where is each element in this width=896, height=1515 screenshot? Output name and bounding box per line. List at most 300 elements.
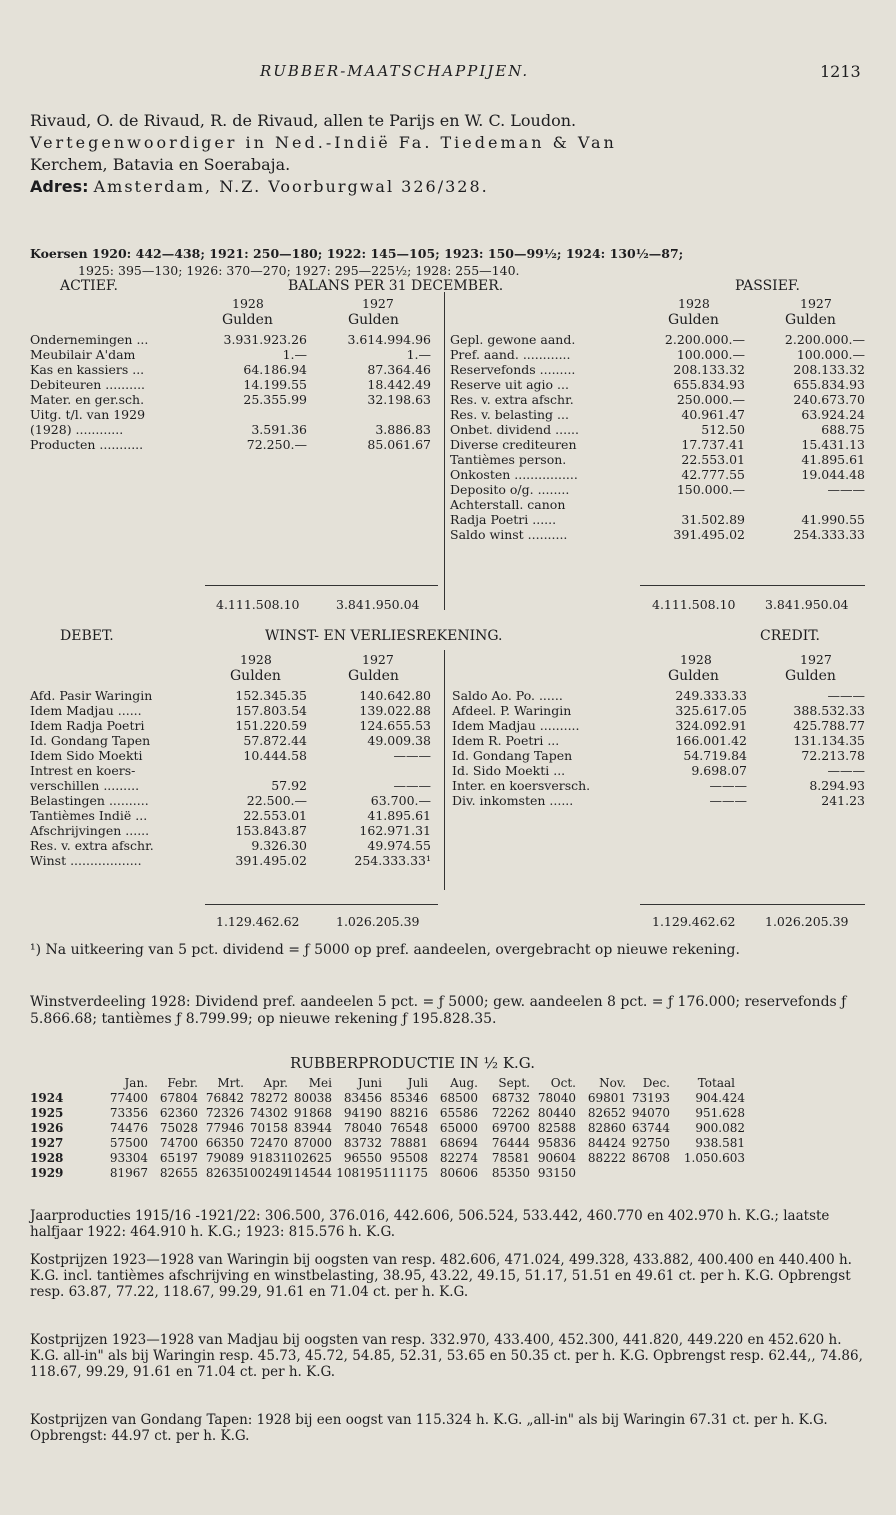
passief-row — [450, 422, 865, 437]
production-cell: 77946 — [205, 1121, 244, 1135]
debet-value-1928: 151.220.59 — [235, 718, 307, 733]
passief-value-1927: 655.834.93 — [793, 377, 865, 392]
winstverdeeling-paragraph: Winstverdeeling 1928: Dividend pref. aandeelen 5 pct. = ƒ 5000; gew. aandeelen 8 pct. = ƒ 176.000; reservefonds ƒ 5.866.68; tantièmes ƒ 8.799.99; op nieuwe rekening ƒ 195.828.35. — [30, 994, 847, 1027]
koersen-line-1: Koersen 1920: 442—438; 1921: 250—180; 1922: 145—105; 1923: 150—99½; 1924: 130½—87; — [30, 246, 684, 261]
production-cell: 72262 — [491, 1106, 530, 1120]
debet-label: verschillen ......... — [30, 778, 140, 793]
production-header-cell: Oct. — [550, 1076, 576, 1090]
production-cell: 82635 — [205, 1166, 244, 1180]
passief-row — [450, 527, 865, 542]
production-cell: 63744 — [631, 1121, 670, 1135]
production-cell: 96550 — [343, 1151, 382, 1165]
credit-value-1928: ——— — [709, 778, 747, 793]
balans-right-unit-1928: Gulden — [668, 312, 719, 328]
winst-divider — [444, 650, 445, 890]
passief-value-1928: 512.50 — [701, 422, 745, 437]
credit-heading: CREDIT. — [760, 628, 820, 644]
passief-row — [450, 437, 865, 452]
debet-label: Belastingen .......... — [30, 793, 149, 808]
production-cell: 100249 — [242, 1166, 288, 1180]
balans-left-unit-1928: Gulden — [222, 312, 273, 328]
passief-value-1927: 41.990.55 — [801, 512, 865, 527]
production-cell: 82655 — [159, 1166, 198, 1180]
debet-total-1927: 1.026.205.39 — [336, 914, 420, 929]
passief-value-1928: 250.000.— — [676, 392, 745, 407]
debet-value-1928: 10.444.58 — [243, 748, 307, 763]
production-cell: 72326 — [205, 1106, 244, 1120]
production-header-cell: Juni — [357, 1076, 382, 1090]
production-year: 1924 — [30, 1091, 64, 1105]
credit-total-1927: 1.026.205.39 — [765, 914, 849, 929]
production-cell: 88216 — [389, 1106, 428, 1120]
production-cell: 80038 — [293, 1091, 332, 1105]
actief-value-1927: 1.— — [406, 347, 431, 362]
debet-value-1928: 57.872.44 — [243, 733, 307, 748]
credit-label: Idem Madjau .......... — [452, 718, 580, 733]
production-cell: 81967 — [109, 1166, 148, 1180]
production-cell: 67804 — [159, 1091, 198, 1105]
production-cell: 951.628 — [695, 1106, 745, 1120]
production-cell: 93304 — [109, 1151, 148, 1165]
debet-value-1927: 124.655.53 — [359, 718, 431, 733]
passief-row — [450, 332, 865, 347]
actief-label: Uitg. t/l. van 1929 — [30, 407, 146, 422]
debet-value-1928: 391.495.02 — [235, 853, 307, 868]
production-cell: 68694 — [439, 1136, 478, 1150]
production-cell: 68732 — [491, 1091, 530, 1105]
actief-row — [30, 332, 435, 347]
passief-label: Deposito o/g. ........ — [450, 482, 570, 497]
credit-row — [452, 733, 865, 748]
kostprijzen-waringin-paragraph: Kostprijzen 1923—1928 van Waringin bij oogsten van resp. 482.606, 471.024, 499.328, 433.882, 400.400 en 440.400 h. K.G. incl. tantièmes afschrijving en winstbelasting, 38.95, 43.22, 49.15, 51.17, 51.51 en 49.61 ct. per h. K.G. Opbrengst resp. 63.87, 77.22, 118.67, 99.29, 91.61 en 71.04 ct. per h. K.G. — [30, 1252, 852, 1300]
actief-heading: ACTIEF. — [60, 278, 118, 294]
production-cell: 82860 — [587, 1121, 626, 1135]
passief-value-1928: 150.000.— — [676, 482, 745, 497]
passief-value-1928: 208.133.32 — [673, 362, 745, 377]
debet-label: Res. v. extra afschr. — [30, 838, 154, 853]
credit-total-rule — [640, 904, 865, 905]
passief-total-1927: 3.841.950.04 — [765, 597, 849, 612]
production-cell: 900.082 — [695, 1121, 745, 1135]
debet-label: Idem Radja Poetri — [30, 718, 145, 733]
debet-row — [30, 748, 435, 763]
passief-value-1928: 40.961.47 — [681, 407, 745, 422]
debet-label: Afschrijvingen ...... — [30, 823, 150, 838]
balans-left-unit-1927: Gulden — [348, 312, 399, 328]
intro-line-1: Rivaud, O. de Rivaud, R. de Rivaud, allen te Parijs en W. C. Loudon. — [30, 111, 577, 130]
debet-total-rule — [205, 904, 438, 905]
intro-line-3: Kerchem, Batavia en Soerabaja. — [30, 155, 291, 174]
credit-value-1927: 425.788.77 — [793, 718, 865, 733]
winst-right-unit-1927: Gulden — [785, 668, 836, 684]
passief-label: Reservefonds ......... — [450, 362, 576, 377]
credit-value-1928: 9.698.07 — [691, 763, 747, 778]
production-cell: 92750 — [631, 1136, 670, 1150]
production-header-cell: Febr. — [167, 1076, 198, 1090]
production-cell: 65000 — [439, 1121, 478, 1135]
passief-row — [450, 512, 865, 527]
winst-left-unit-1927: Gulden — [348, 668, 399, 684]
passief-value-1928: 655.834.93 — [673, 377, 745, 392]
debet-value-1927: ——— — [393, 748, 431, 763]
address-text: Amsterdam, N.Z. Voorburgwal 326/328. — [93, 177, 489, 196]
production-cell: 82274 — [439, 1151, 478, 1165]
debet-row — [30, 778, 435, 793]
debet-heading: DEBET. — [60, 628, 114, 644]
production-cell: 90604 — [537, 1151, 576, 1165]
production-cell: 88222 — [587, 1151, 626, 1165]
production-cell: 65586 — [439, 1106, 478, 1120]
production-cell: 82588 — [537, 1121, 576, 1135]
actief-table — [30, 332, 435, 452]
production-cell: 94070 — [631, 1106, 670, 1120]
actief-label: (1928) ............ — [30, 422, 124, 437]
passief-value-1927: 63.924.24 — [801, 407, 865, 422]
production-cell: 66350 — [205, 1136, 244, 1150]
debet-value-1927: 139.022.88 — [359, 703, 431, 718]
passief-value-1928: 42.777.55 — [681, 467, 745, 482]
actief-label: Debiteuren .......... — [30, 377, 146, 392]
production-year: 1926 — [30, 1121, 64, 1135]
credit-value-1927: ——— — [827, 688, 865, 703]
passief-value-1927: ——— — [827, 482, 865, 497]
credit-value-1928: ——— — [709, 793, 747, 808]
passief-label: Achterstall. canon — [450, 497, 566, 512]
credit-row — [452, 703, 865, 718]
production-year: 1929 — [30, 1166, 64, 1180]
production-year: 1928 — [30, 1151, 64, 1165]
jaarproducties-paragraph: Jaarproducties 1915/16 -1921/22: 306.500, 376.016, 442.606, 506.524, 533.442, 460.770 en 402.970 h. K.G.; laatste halfjaar 1922: 464.910 h. K.G.; 1923: 815.576 h. K.G. — [30, 1208, 830, 1240]
actief-value-1928: 14.199.55 — [243, 377, 307, 392]
credit-value-1928: 54.719.84 — [683, 748, 747, 763]
production-cell: 91831 — [249, 1151, 288, 1165]
production-cell: 95508 — [389, 1151, 428, 1165]
production-cell: 114544 — [286, 1166, 332, 1180]
debet-row — [30, 718, 435, 733]
production-cell: 80606 — [439, 1166, 478, 1180]
debet-row — [30, 688, 435, 703]
winst-right-year-1927: 1927 — [800, 652, 832, 667]
production-cell: 93150 — [537, 1166, 576, 1180]
credit-value-1927: 8.294.93 — [809, 778, 865, 793]
production-year: 1925 — [30, 1106, 64, 1120]
production-cell: 70158 — [249, 1121, 288, 1135]
debet-label: Id. Gondang Tapen — [30, 733, 151, 748]
credit-row — [452, 778, 865, 793]
actief-value-1928: 3.931.923.26 — [223, 332, 307, 347]
passief-value-1928: 17.737.41 — [681, 437, 745, 452]
passief-value-1928: 2.200.000.— — [664, 332, 745, 347]
credit-label: Afdeel. P. Waringin — [452, 703, 572, 718]
debet-row — [30, 808, 435, 823]
production-cell: 87000 — [293, 1136, 332, 1150]
production-cell: 108195 — [336, 1166, 382, 1180]
passief-value-1927: 19.044.48 — [801, 467, 865, 482]
production-cell: 68500 — [439, 1091, 478, 1105]
production-cell: 73356 — [109, 1106, 148, 1120]
debet-value-1927: 140.642.80 — [359, 688, 431, 703]
production-cell: 79089 — [205, 1151, 244, 1165]
credit-row — [452, 763, 865, 778]
passief-total-1928: 4.111.508.10 — [652, 597, 736, 612]
winst-left-unit-1928: Gulden — [230, 668, 281, 684]
production-header-cell: Jan. — [124, 1076, 148, 1090]
winst-right-unit-1928: Gulden — [668, 668, 719, 684]
production-cell: 57500 — [109, 1136, 148, 1150]
passief-row — [450, 392, 865, 407]
winst-heading: WINST- EN VERLIESREKENING. — [265, 628, 503, 644]
koersen-line-2: 1925: 395—130; 1926: 370—270; 1927: 295—225½; 1928: 255—140. — [78, 263, 520, 278]
credit-value-1928: 324.092.91 — [675, 718, 747, 733]
passief-row — [450, 377, 865, 392]
passief-row — [450, 467, 865, 482]
debet-value-1928: 57.92 — [271, 778, 307, 793]
debet-value-1928: 9.326.30 — [251, 838, 307, 853]
production-header-cell: Juli — [407, 1076, 428, 1090]
production-header-cell: Nov. — [599, 1076, 626, 1090]
production-year: 1927 — [30, 1136, 64, 1150]
actief-row — [30, 407, 435, 422]
passief-row — [450, 497, 865, 512]
production-cell: 78581 — [491, 1151, 530, 1165]
credit-table — [452, 688, 865, 808]
production-header-cell: Apr. — [263, 1076, 288, 1090]
passief-value-1927: 15.431.13 — [801, 437, 865, 452]
debet-label: Idem Sido Moekti — [30, 748, 143, 763]
kostprijzen-gondang-paragraph: Kostprijzen van Gondang Tapen: 1928 bij een oogst van 115.324 h. K.G. „all-in" als bij Waringin 67.31 ct. per h. K.G. Opbrengst: 44.97 ct. per h. K.G. — [30, 1412, 828, 1444]
production-header-cell: Totaal — [697, 1076, 735, 1090]
debet-row — [30, 853, 435, 868]
credit-value-1927: 72.213.78 — [801, 748, 865, 763]
credit-label: Id. Gondang Tapen — [452, 748, 573, 763]
debet-value-1928: 153.843.87 — [235, 823, 307, 838]
passief-label: Pref. aand. ............ — [450, 347, 571, 362]
production-cell: 69700 — [491, 1121, 530, 1135]
passief-value-1927: 688.75 — [821, 422, 865, 437]
credit-row — [452, 748, 865, 763]
debet-value-1927: 63.700.— — [370, 793, 431, 808]
credit-row — [452, 688, 865, 703]
debet-table — [30, 688, 435, 868]
kostprijzen-madjau-paragraph: Kostprijzen 1923—1928 van Madjau bij oogsten van resp. 332.970, 433.400, 452.300, 441.820, 449.220 en 452.620 h. K.G. all-in" als bij Waringin resp. 45.73, 45.72, 54.85, 52.31, 53.65 en 50.35 ct. per h. K.G. Opbrengst resp. 62.44,, 74.86, 118.67, 99.29, 91.61 en 71.04 ct. per h. K.G. — [30, 1332, 863, 1380]
debet-row — [30, 733, 435, 748]
production-cell: 74700 — [159, 1136, 198, 1150]
passief-value-1927: 240.673.70 — [793, 392, 865, 407]
production-cell: 78272 — [249, 1091, 288, 1105]
production-cell: 76444 — [491, 1136, 530, 1150]
actief-value-1927: 32.198.63 — [367, 392, 431, 407]
production-cell: 85346 — [389, 1091, 428, 1105]
passief-label: Res. v. belasting ... — [450, 407, 569, 422]
balans-divider — [444, 292, 445, 610]
production-header-cell: Aug. — [450, 1076, 478, 1090]
actief-label: Mater. en ger.sch. — [30, 392, 145, 407]
winst-left-year-1928: 1928 — [240, 652, 272, 667]
production-cell: 78040 — [537, 1091, 576, 1105]
balans-heading: BALANS PER 31 DECEMBER. — [288, 278, 504, 294]
production-cell: 74476 — [109, 1121, 148, 1135]
actief-value-1927: 87.364.46 — [367, 362, 431, 377]
running-header-title: RUBBER-MAATSCHAPPIJEN. — [260, 62, 530, 80]
debet-value-1927: 254.333.33¹ — [354, 853, 431, 868]
actief-value-1928: 25.355.99 — [243, 392, 307, 407]
actief-value-1928: 3.591.36 — [251, 422, 307, 437]
credit-value-1928: 249.333.33 — [675, 688, 747, 703]
debet-row — [30, 838, 435, 853]
credit-row — [452, 793, 865, 808]
actief-row — [30, 377, 435, 392]
passief-value-1928: 100.000.— — [676, 347, 745, 362]
passief-value-1927: 254.333.33 — [793, 527, 865, 542]
debet-value-1927: 41.895.61 — [367, 808, 431, 823]
passief-value-1927: 41.895.61 — [801, 452, 865, 467]
passief-row — [450, 362, 865, 377]
production-cell: 95836 — [537, 1136, 576, 1150]
passief-label: Res. v. extra afschr. — [450, 392, 574, 407]
actief-label: Kas en kassiers ... — [30, 362, 145, 377]
actief-total-1927: 3.841.950.04 — [336, 597, 420, 612]
production-cell: 82652 — [587, 1106, 626, 1120]
production-header-cell: Sept. — [498, 1076, 530, 1090]
actief-row — [30, 437, 435, 452]
passief-value-1927: 208.133.32 — [793, 362, 865, 377]
debet-value-1927: 162.971.31 — [359, 823, 431, 838]
passief-value-1928: 31.502.89 — [681, 512, 745, 527]
actief-row — [30, 422, 435, 437]
address-line — [30, 176, 870, 198]
credit-label: Saldo Ao. Po. ...... — [452, 688, 563, 703]
actief-value-1928: 1.— — [282, 347, 307, 362]
passief-value-1927: 2.200.000.— — [784, 332, 865, 347]
credit-label: Id. Sido Moekti ... — [452, 763, 566, 778]
actief-value-1928: 64.186.94 — [243, 362, 307, 377]
production-cell: 1.050.603 — [683, 1151, 745, 1165]
actief-row — [30, 347, 435, 362]
debet-label: Winst .................. — [30, 853, 142, 868]
debet-row — [30, 823, 435, 838]
passief-total-rule — [640, 585, 865, 586]
address-label: Adres: — [30, 177, 89, 196]
debet-row — [30, 703, 435, 718]
production-cell: 78881 — [389, 1136, 428, 1150]
production-cell: 77400 — [109, 1091, 148, 1105]
debet-value-1927: 49.974.55 — [367, 838, 431, 853]
winst-right-year-1928: 1928 — [680, 652, 712, 667]
credit-row — [452, 718, 865, 733]
credit-value-1927: ——— — [827, 763, 865, 778]
footnote-dividend: ¹) Na uitkeering van 5 pct. dividend = ƒ 5000 op pref. aandeelen, overgebracht op nieuwe rekening. — [30, 942, 740, 958]
credit-value-1927: 131.134.35 — [793, 733, 865, 748]
credit-total-1928: 1.129.462.62 — [652, 914, 736, 929]
production-cell: 75028 — [159, 1121, 198, 1135]
credit-value-1928: 166.001.42 — [675, 733, 747, 748]
credit-label: Idem R. Poetri ... — [452, 733, 560, 748]
production-cell: 65197 — [159, 1151, 198, 1165]
production-cell: 73193 — [631, 1091, 670, 1105]
winst-left-year-1927: 1927 — [362, 652, 394, 667]
actief-row — [30, 392, 435, 407]
actief-value-1928: 72.250.— — [246, 437, 307, 452]
production-cell: 102625 — [286, 1151, 332, 1165]
production-cell: 72470 — [249, 1136, 288, 1150]
production-cell: 69801 — [587, 1091, 626, 1105]
production-header-cell: Dec. — [642, 1076, 670, 1090]
production-cell: 80440 — [537, 1106, 576, 1120]
credit-value-1927: 241.23 — [821, 793, 865, 808]
debet-row — [30, 793, 435, 808]
balans-right-year-1928: 1928 — [678, 296, 710, 311]
production-cell: 78040 — [343, 1121, 382, 1135]
debet-label: Afd. Pasir Waringin — [30, 688, 153, 703]
production-table-title: RUBBERPRODUCTIE IN ½ K.G. — [290, 1054, 536, 1072]
credit-value-1928: 325.617.05 — [675, 703, 747, 718]
passief-label: Reserve uit agio ... — [450, 377, 569, 392]
passief-label: Onbet. dividend ...... — [450, 422, 579, 437]
production-cell: 904.424 — [695, 1091, 745, 1105]
koersen-block — [30, 245, 683, 279]
page-number: 1213 — [820, 62, 861, 81]
production-cell: 84424 — [587, 1136, 626, 1150]
production-cell: 85350 — [491, 1166, 530, 1180]
passief-heading: PASSIEF. — [735, 278, 800, 294]
production-cell: 74302 — [249, 1106, 288, 1120]
credit-value-1927: 388.532.33 — [793, 703, 865, 718]
debet-value-1928: 22.500.— — [246, 793, 307, 808]
debet-label: Intrest en koers- — [30, 763, 136, 778]
actief-total-1928: 4.111.508.10 — [216, 597, 300, 612]
debet-value-1928: 22.553.01 — [243, 808, 307, 823]
debet-value-1928: 152.345.35 — [235, 688, 307, 703]
balans-left-year-1928: 1928 — [232, 296, 264, 311]
intro-block — [30, 110, 870, 198]
intro-line-2: Vertegenwoordiger in Ned.-Indië Fa. Tiedeman & Van — [30, 133, 617, 152]
production-header-cell: Mrt. — [217, 1076, 244, 1090]
passief-row — [450, 482, 865, 497]
balans-right-year-1927: 1927 — [800, 296, 832, 311]
actief-row — [30, 362, 435, 377]
credit-label: Div. inkomsten ...... — [452, 793, 574, 808]
production-cell: 91868 — [293, 1106, 332, 1120]
passief-label: Saldo winst .......... — [450, 527, 568, 542]
production-cell: 76548 — [389, 1121, 428, 1135]
passief-row — [450, 407, 865, 422]
production-cell: 111175 — [382, 1166, 428, 1180]
passief-label: Diverse crediteuren — [450, 437, 577, 452]
passief-label: Onkosten ................ — [450, 467, 578, 482]
balans-left-year-1927: 1927 — [362, 296, 394, 311]
passief-row — [450, 347, 865, 362]
production-cell: 86708 — [631, 1151, 670, 1165]
production-header-cell: Mei — [308, 1076, 332, 1090]
debet-value-1927: 49.009.38 — [367, 733, 431, 748]
debet-label: Tantièmes Indië ... — [30, 808, 148, 823]
credit-label: Inter. en koersversch. — [452, 778, 591, 793]
debet-row — [30, 763, 435, 778]
actief-value-1927: 3.614.994.96 — [347, 332, 431, 347]
actief-total-rule — [205, 585, 438, 586]
production-cell: 62360 — [159, 1106, 198, 1120]
actief-label: Ondernemingen ... — [30, 332, 149, 347]
debet-label: Idem Madjau ...... — [30, 703, 142, 718]
actief-value-1927: 3.886.83 — [375, 422, 431, 437]
debet-value-1927: ——— — [393, 778, 431, 793]
production-cell: 94190 — [343, 1106, 382, 1120]
production-cell: 83456 — [343, 1091, 382, 1105]
passief-label: Tantièmes person. — [450, 452, 567, 467]
actief-label: Producten ........... — [30, 437, 144, 452]
actief-value-1927: 18.442.49 — [367, 377, 431, 392]
balans-right-unit-1927: Gulden — [785, 312, 836, 328]
